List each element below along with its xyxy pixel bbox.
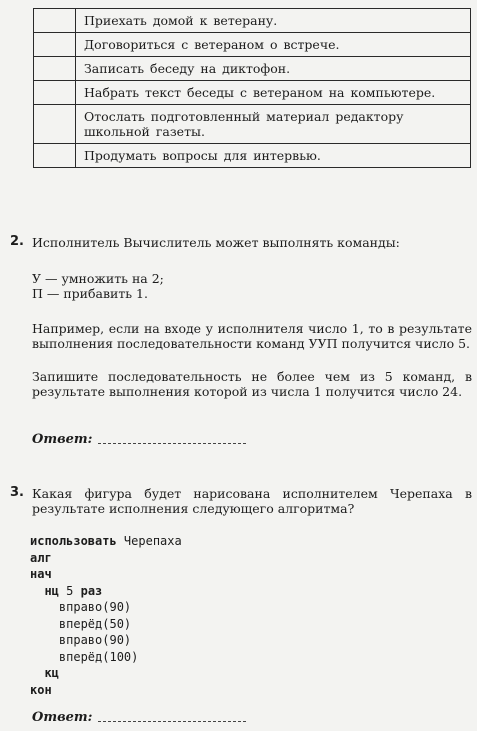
code-line	[30, 665, 182, 682]
code-text: вперёд(50)	[58, 616, 132, 631]
task-2-number: 2.	[10, 234, 24, 249]
task-3-question: Какая фигура будет нарисована исполнителем Черепаха в результате исполнения следующего алгоритма?	[32, 486, 472, 516]
code-text: вперёд(100)	[58, 649, 139, 664]
step-text: Отослать подготовленный материал редактору школьной газеты.	[76, 105, 471, 144]
task-3-number: 3.	[10, 485, 24, 500]
code-line	[30, 616, 182, 633]
code-keyword: алг	[30, 550, 52, 565]
order-cell[interactable]	[34, 144, 76, 168]
algorithm-code	[30, 533, 182, 698]
code-line	[30, 583, 182, 600]
code-line	[30, 682, 182, 699]
order-cell[interactable]	[34, 33, 76, 57]
code-text: вправо(90)	[58, 600, 132, 614]
table-row	[34, 81, 471, 105]
code-text: Черепаха	[116, 534, 182, 548]
order-cell[interactable]	[34, 105, 76, 144]
task-2-question: Запишите последовательность не более чем из 5 команд, в результате выполнения которой из числа 1 получится число 24.	[32, 369, 472, 399]
code-line	[30, 566, 182, 583]
code-keyword: нач	[30, 567, 52, 581]
answer-line[interactable]	[98, 442, 246, 444]
code-keyword: раз	[80, 583, 103, 598]
answer-label: Ответ:	[32, 710, 93, 725]
code-line	[30, 533, 182, 550]
table-row	[34, 9, 471, 33]
task-2-example: Например, если на входе у исполнителя число 1, то в результате выполнения последовательности команд УУП получится число 5.	[32, 321, 472, 351]
code-line	[30, 649, 182, 666]
task-2-intro: Исполнитель Вычислитель может выполнять команды:	[32, 235, 400, 250]
answer-label: Ответ:	[32, 432, 93, 447]
code-line	[30, 550, 182, 567]
step-text: Продумать вопросы для интервью.	[76, 144, 471, 168]
table-row	[34, 105, 471, 144]
order-cell[interactable]	[34, 9, 76, 33]
code-keyword: кц	[44, 666, 59, 680]
step-text: Набрать текст беседы с ветераном на компьютере.	[76, 81, 471, 105]
code-line	[30, 599, 182, 616]
table-row	[34, 33, 471, 57]
order-cell[interactable]	[34, 57, 76, 81]
command-u: У — умножить на 2;	[32, 271, 164, 286]
task-3-answer[interactable]	[32, 710, 246, 725]
code-keyword: кон	[30, 682, 52, 697]
step-text: Договориться с ветераном о встрече.	[76, 33, 471, 57]
task-2-commands	[32, 271, 472, 301]
steps-table	[33, 8, 471, 168]
task-2-answer[interactable]	[32, 432, 246, 447]
order-cell[interactable]	[34, 81, 76, 105]
code-text: 5	[58, 583, 81, 598]
command-p: П — прибавить 1.	[32, 286, 148, 301]
answer-line[interactable]	[98, 720, 246, 722]
table-row	[34, 144, 471, 168]
code-line	[30, 632, 182, 649]
step-text: Записать беседу на диктофон.	[76, 57, 471, 81]
table-row	[34, 57, 471, 81]
code-keyword: использовать	[30, 534, 117, 548]
code-text: вправо(90)	[58, 633, 132, 647]
step-text: Приехать домой к ветерану.	[76, 9, 471, 33]
code-keyword: нц	[44, 583, 59, 598]
